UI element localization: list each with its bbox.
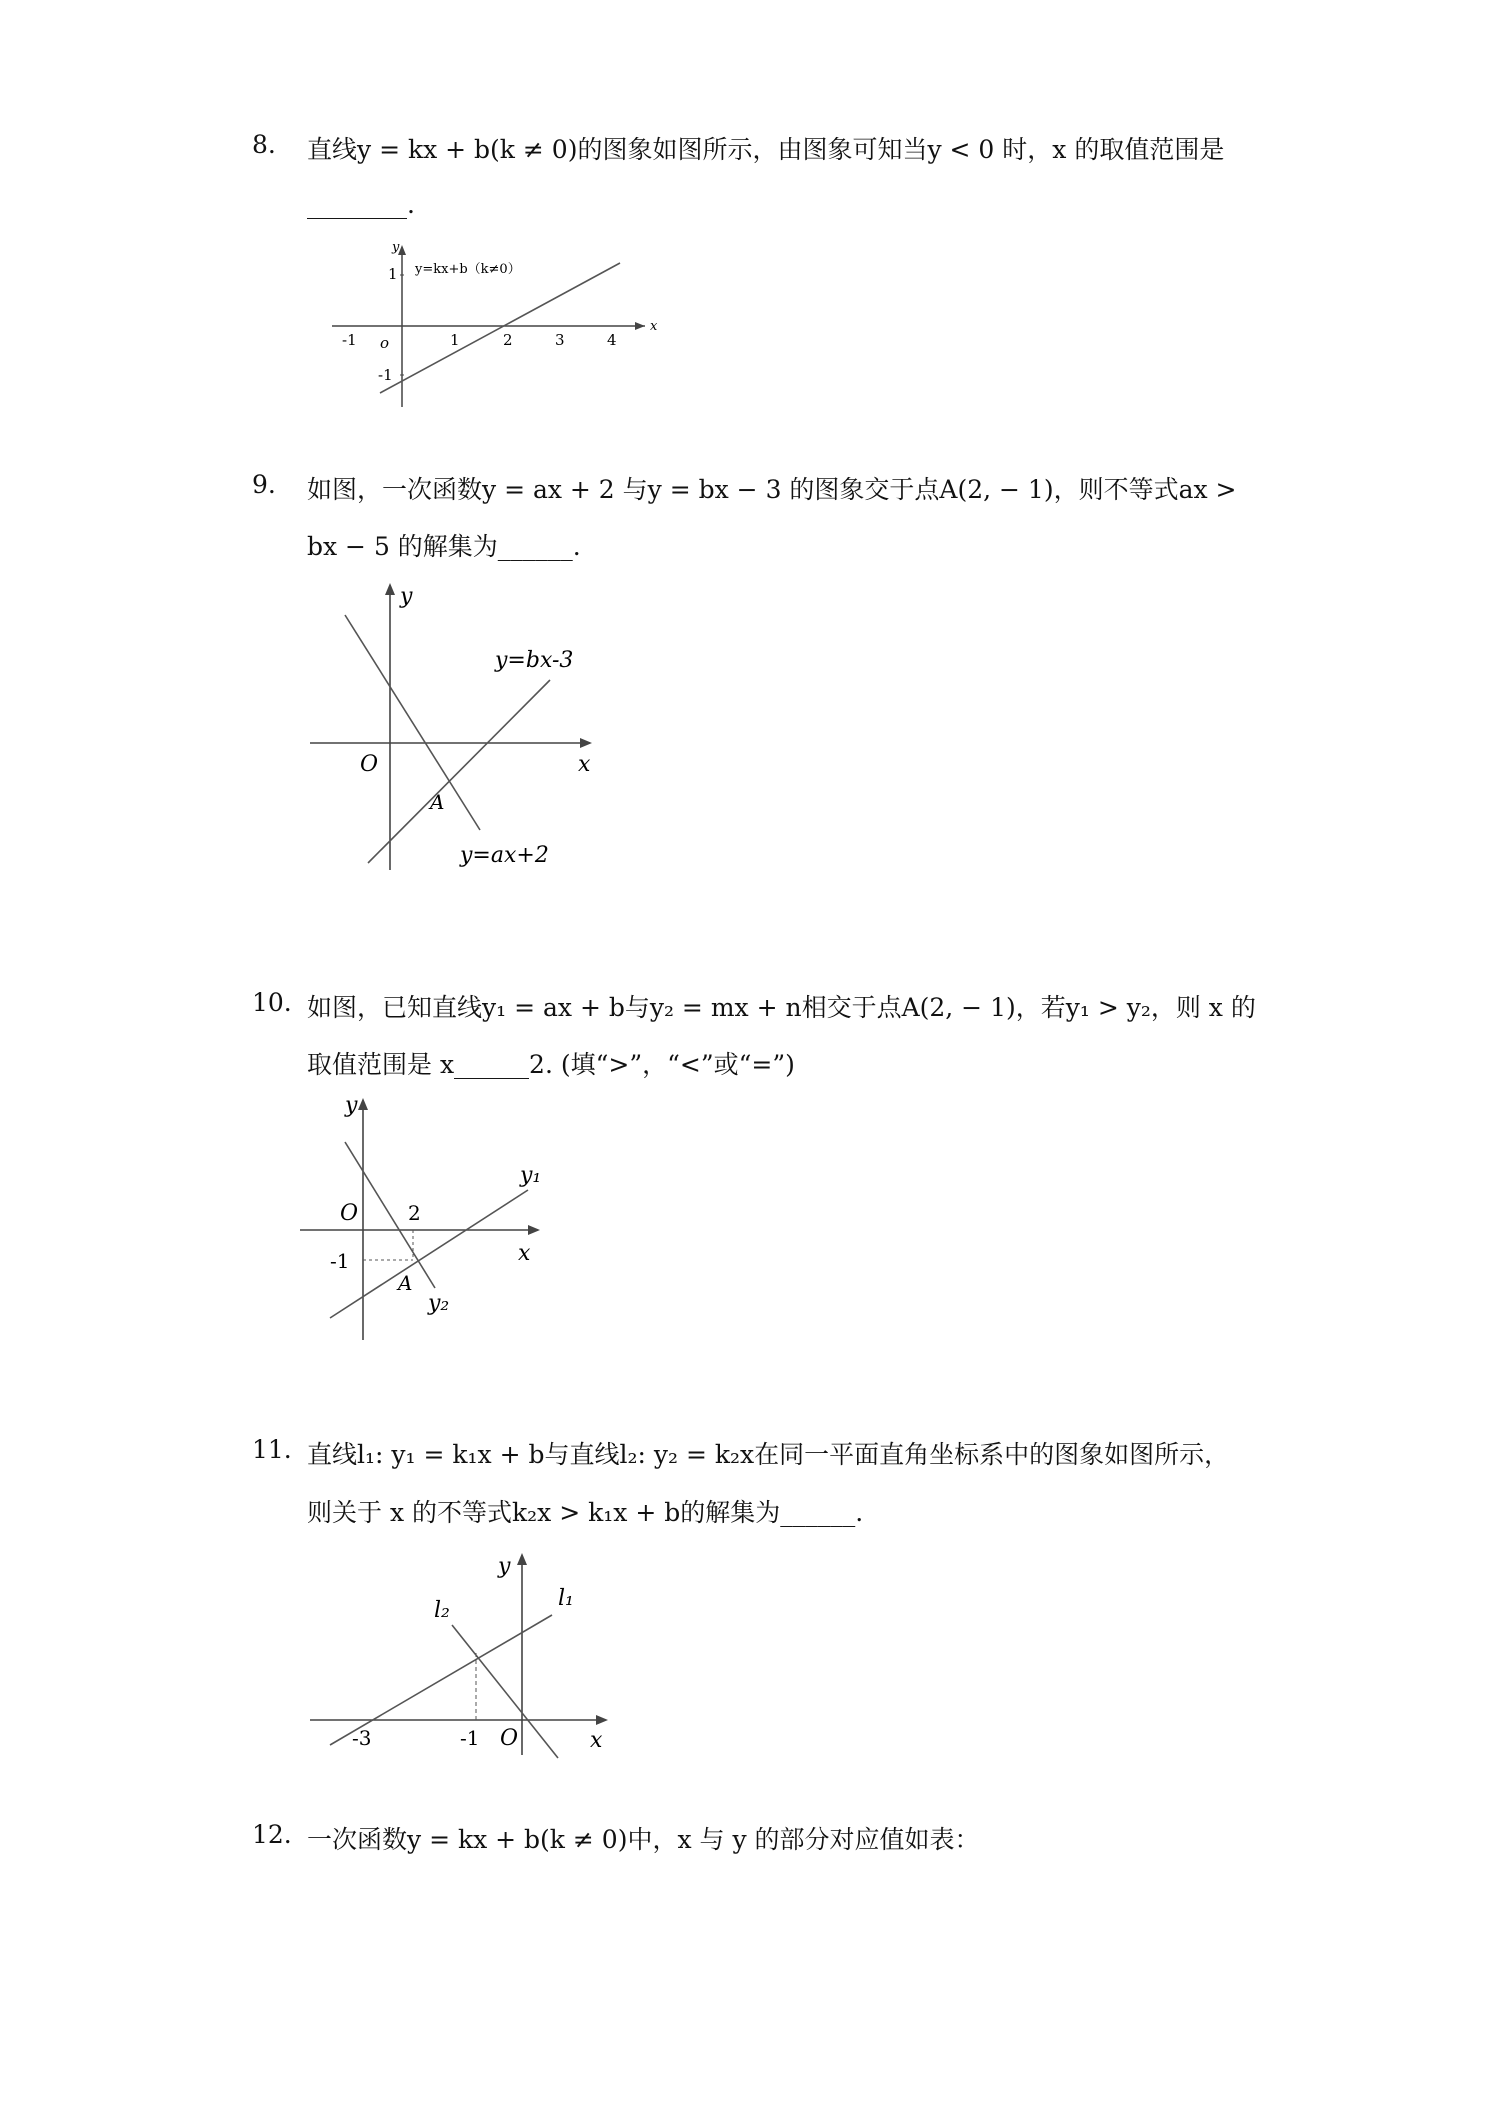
q10-y-label: y	[345, 1093, 358, 1118]
q8-ytick: -1	[378, 366, 393, 384]
q9-label-bx3: y=bx-3	[495, 648, 574, 673]
q10-number: 10.	[252, 988, 292, 1017]
q10-tick-2: 2	[408, 1201, 421, 1225]
q9-number: 9.	[252, 470, 276, 499]
q9-line-ax2	[345, 615, 480, 830]
q11-text-line2: 则关于 x 的不等式k₂x > k₁x + b的解集为______.	[307, 1498, 864, 1527]
q10-x-label: x	[518, 1241, 531, 1266]
q10-figure	[290, 1090, 550, 1350]
q10-line-y2	[345, 1142, 435, 1288]
q11-tick-neg3: -3	[352, 1726, 372, 1750]
q8-text-line1: 直线y = kx + b(k ≠ 0)的图象如图所示，由图象可知当y < 0 时，x 的取值范围是	[307, 135, 1225, 164]
q8-number: 8.	[252, 130, 276, 159]
q9-line-bx3	[368, 680, 550, 863]
q9-label-ax2: y=ax+2	[460, 843, 549, 868]
q8-xtick: -1	[342, 331, 357, 349]
q9-point-a: A	[430, 790, 445, 814]
q8-line-label: y=kx+b（k≠0）	[415, 262, 521, 277]
q10-origin: O	[340, 1201, 359, 1226]
q9-text-line2: bx − 5 的解集为______.	[307, 532, 581, 561]
q8-xtick: 1	[450, 331, 460, 349]
q11-origin: O	[500, 1726, 519, 1751]
q8-origin: o	[380, 334, 390, 352]
q11-figure	[300, 1545, 620, 1765]
q11-x-label: x	[590, 1728, 603, 1753]
q9-figure	[300, 575, 620, 875]
q11-number: 11.	[252, 1435, 292, 1464]
q11-label-l2: l₂	[434, 1598, 450, 1623]
q11-tick-neg1: -1	[460, 1726, 480, 1750]
q10-text-line1: 如图，已知直线y₁ = ax + b与y₂ = mx + n相交于点A(2, − 1)，若y₁ > y₂，则 x 的	[307, 993, 1256, 1022]
q11-text-line1: 直线l₁: y₁ = k₁x + b与直线l₂: y₂ = k₂x在同一平面直角坐标系中的图象如图所示，	[307, 1440, 1230, 1469]
q8-text-line2: ________.	[307, 190, 415, 219]
q8-graph-line	[380, 263, 620, 393]
q11-label-l1: l₁	[558, 1586, 574, 1611]
q9-y-label: y	[400, 584, 413, 609]
q10-text-line2: 取值范围是 x______2. (填“>”，“<”或“=”)	[307, 1050, 795, 1079]
q8-xtick: 3	[555, 331, 565, 349]
q8-figure	[320, 235, 660, 410]
q12-number: 12.	[252, 1820, 292, 1849]
q9-x-label: x	[578, 752, 591, 777]
q11-y-label: y	[498, 1554, 511, 1579]
q10-tick-neg1: -1	[330, 1249, 350, 1273]
q12-text-line1: 一次函数y = kx + b(k ≠ 0)中，x 与 y 的部分对应值如表：	[307, 1825, 980, 1854]
q10-label-y2: y₂	[428, 1291, 450, 1316]
q8-ytick: 1	[388, 265, 398, 283]
q9-text-line1: 如图，一次函数y = ax + 2 与y = bx − 3 的图象交于点A(2, − 1)，则不等式ax >	[307, 475, 1237, 504]
q9-origin: O	[360, 752, 379, 777]
q8-xtick: 4	[607, 331, 617, 349]
q8-y-label: y	[392, 240, 400, 255]
q10-label-y1: y₁	[520, 1163, 542, 1188]
q8-x-label: x	[650, 319, 658, 334]
q8-xtick: 2	[503, 331, 513, 349]
q10-point-a: A	[398, 1271, 413, 1295]
